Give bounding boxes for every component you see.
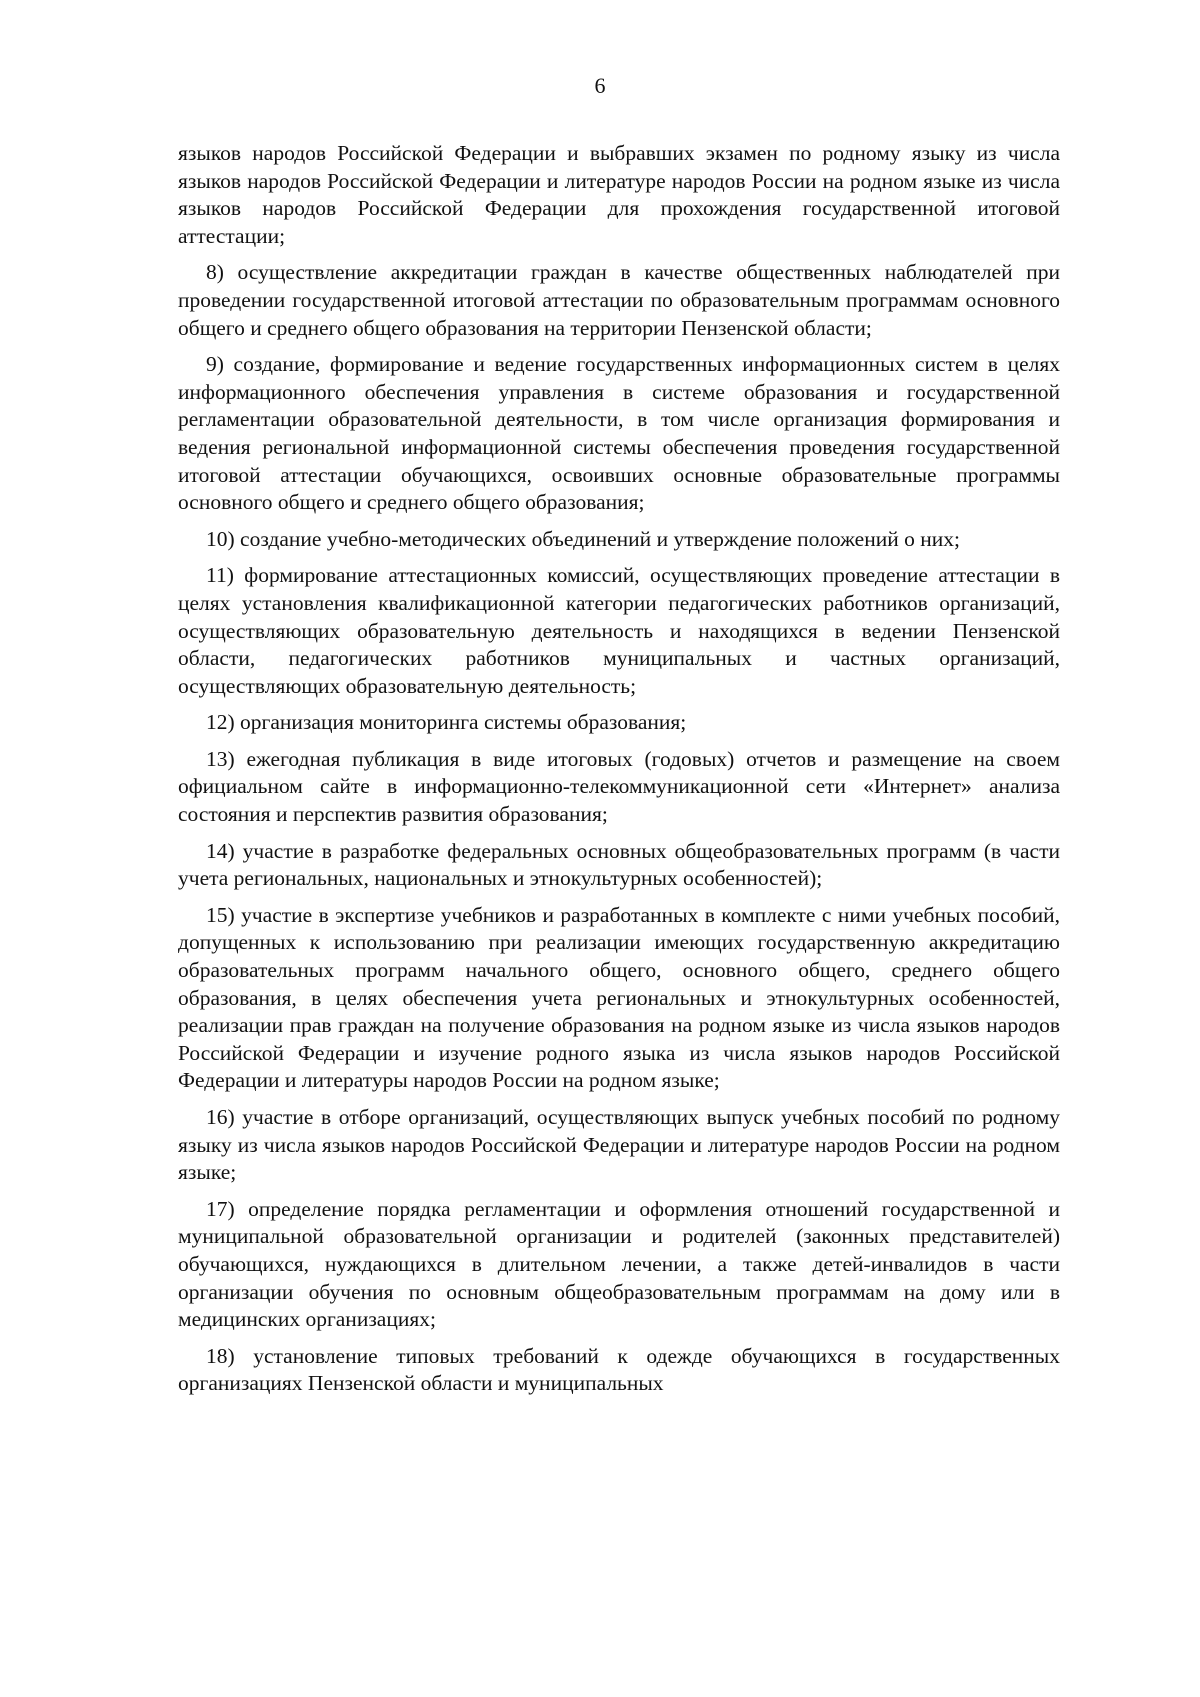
- paragraph-item-16: 16) участие в отборе организаций, осуществляющих выпуск учебных пособий по родному языку из числа языков народов Российской Федерации и литературе народов России на родном языке;: [178, 1105, 1060, 1185]
- page-number: 6: [594, 73, 606, 98]
- paragraph-item-14: 14) участие в разработке федеральных основных общеобразовательных программ (в части учета региональных, национальных и этнокультурных особенностей);: [178, 838, 1060, 891]
- paragraph-item-17: 17) определение порядка регламентации и оформления отношений государственной и муниципальной образовательной организации и родителей (законных представителей) обучающихся, нуждающихся в длительном лечении, а также детей-инвалидов в части организации обучения по основным общеобразовательным программам на дому или в медицинских организациях;: [178, 1196, 1060, 1332]
- paragraph-item-8: 8) осуществление аккредитации граждан в качестве общественных наблюдателей при проведении государственной итоговой аттестации по образовательным программам основного общего и среднего общего образования на территории Пензенской области;: [178, 260, 1060, 340]
- paragraph-item-10: 10) создание учебно-методических объединений и утверждение положений о них;: [206, 526, 960, 551]
- paragraph-item-11: 11) формирование аттестационных комиссий, осуществляющих проведение аттестации в целях установления квалификационной категории педагогических работников организаций, осуществляющих образовательную деятельность и находящихся в ведении Пензенской области, педагогических работников муниципальных и частных организаций, осуществляющих образовательную деятельность;: [178, 563, 1060, 698]
- paragraph-item-18: 18) установление типовых требований к одежде обучающихся в государственных организациях Пензенской области и муниципальных: [178, 1343, 1060, 1396]
- paragraph-item-9: 9) создание, формирование и ведение государственных информационных систем в целях информационного обеспечения управления в системе образования и государственной регламентации образовательной деятельности, в том числе организация формирования и ведения региональной информационной системы обеспечения проведения государственной итоговой аттестации обучающихся, освоивших основные образовательные программы основного общего и среднего общего образования;: [178, 352, 1060, 515]
- paragraph-continuation: языков народов Российской Федерации и выбравших экзамен по родному языку из числа языков народов Российской Федерации и литературе народов России на родном языке из числа языков народов Российской Федерации для прохождения государственной итоговой аттестации;: [178, 141, 1060, 248]
- paragraph-item-12: 12) организация мониторинга системы образования;: [206, 710, 687, 735]
- paragraph-item-15: 15) участие в экспертизе учебников и разработанных в комплекте с ними учебных пособий, допущенных к использованию при реализации имеющих государственную аккредитацию образовательных программ начального общего, основного общего, среднего общего образования, в целях обеспечения учета региональных и этнокультурных особенностей, реализации прав граждан на получение образования на родном языке из числа языков народов Российской Федерации и изучение родного языка из числа языков народов Российской Федерации и литературы народов России на родном языке;: [178, 902, 1060, 1093]
- document-body: [178, 140, 1060, 1407]
- paragraph-item-13: 13) ежегодная публикация в виде итоговых (годовых) отчетов и размещение на своем официальном сайте в информационно-телекоммуникационной сети «Интернет» анализа состояния и перспектив развития образования;: [178, 746, 1060, 827]
